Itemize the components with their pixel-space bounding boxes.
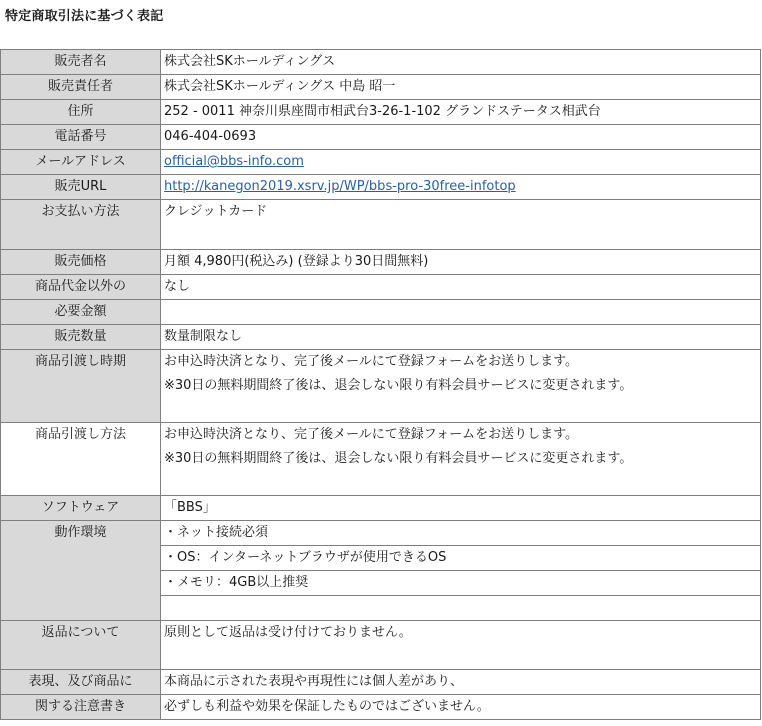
environment-label-blank	[1, 596, 161, 621]
row-delivery-method-2	[1, 447, 761, 471]
phone-label: 電話番号	[1, 125, 161, 150]
environment-line-3: ・メモリ：4GB以上推奨	[161, 571, 761, 596]
other-fees-label-1: 商品代金以外の	[1, 275, 161, 300]
row-environment-2	[1, 546, 761, 571]
row-url	[1, 175, 761, 200]
seller-value: 株式会社SKホールディングス	[161, 50, 761, 75]
price-value: 月額 4,980円(税込み) (登録より30日間無料)	[161, 250, 761, 275]
row-returns	[1, 621, 761, 646]
row-address	[1, 100, 761, 125]
row-delivery-time	[1, 350, 761, 375]
address-value: 252 - 0011 神奈川県座間市相武台3-26-1-102 グランドステータス相武台	[161, 100, 761, 125]
environment-label: 動作環境	[1, 521, 161, 546]
notes-label-2: 関する注意書き	[1, 695, 161, 720]
other-fees-value-empty	[161, 300, 761, 325]
delivery-method-line-1: お申込時決済となり、完了後メールにて登録フォームをお送りします。	[161, 423, 761, 448]
delivery-time-label: 商品引渡し時期	[1, 350, 161, 375]
row-other-fees	[1, 275, 761, 300]
delivery-method-label: 商品引渡し方法	[1, 423, 161, 448]
row-delivery-method-3	[1, 471, 761, 496]
delivery-method-label-blank	[1, 471, 161, 496]
email-link[interactable]: official@bbs-info.com	[164, 154, 304, 169]
returns-value: 原則として返品は受け付けておりません。	[161, 621, 761, 646]
row-seller	[1, 50, 761, 75]
returns-label: 返品について	[1, 621, 161, 646]
page-title: 特定商取引法に基づく表記	[5, 9, 164, 24]
software-value: 「BBS」	[161, 496, 761, 521]
seller-label: 販売者名	[1, 50, 161, 75]
notes-line-2: 必ずしも利益や効果を保証したものではございません。	[161, 695, 761, 720]
environment-label-empty-2	[1, 571, 161, 596]
row-notes	[1, 670, 761, 695]
other-fees-label-2: 必要金額	[1, 300, 161, 325]
returns-label-blank	[1, 645, 161, 670]
row-delivery-time-2	[1, 374, 761, 398]
address-label: 住所	[1, 100, 161, 125]
payment-value: クレジットカード	[161, 200, 761, 250]
returns-blank	[161, 645, 761, 670]
price-label: 販売価格	[1, 250, 161, 275]
row-quantity	[1, 325, 761, 350]
row-manager	[1, 75, 761, 100]
quantity-label: 販売数量	[1, 325, 161, 350]
row-environment	[1, 521, 761, 546]
url-label: 販売URL	[1, 175, 161, 200]
payment-label: お支払い方法	[1, 200, 161, 250]
manager-label: 販売責任者	[1, 75, 161, 100]
row-email	[1, 150, 761, 175]
row-returns-2	[1, 645, 761, 670]
delivery-time-line-1: お申込時決済となり、完了後メールにて登録フォームをお送りします。	[161, 350, 761, 375]
row-environment-3	[1, 571, 761, 596]
row-notes-2	[1, 695, 761, 720]
row-software	[1, 496, 761, 521]
row-delivery-time-3	[1, 398, 761, 423]
manager-value: 株式会社SKホールディングス 中島 昭一	[161, 75, 761, 100]
environment-line-2: ・OS：インターネットブラウザが使用できるOS	[161, 546, 761, 571]
software-label: ソフトウェア	[1, 496, 161, 521]
quantity-value: 数量制限なし	[161, 325, 761, 350]
sales-url-link[interactable]: http://kanegon2019.xsrv.jp/WP/bbs-pro-30free-infotop	[164, 179, 516, 194]
phone-value: 046-404-0693	[161, 125, 761, 150]
row-other-fees-2	[1, 300, 761, 325]
environment-blank	[161, 596, 761, 621]
email-label: メールアドレス	[1, 150, 161, 175]
row-price	[1, 250, 761, 275]
delivery-time-line-2: ※30日の無料期間終了後は、退会しない限り有料会員サービスに変更されます。	[161, 374, 761, 398]
legal-info-table	[0, 49, 761, 720]
row-environment-4	[1, 596, 761, 621]
environment-label-empty	[1, 546, 161, 571]
environment-line-1: ・ネット接続必須	[161, 521, 761, 546]
row-delivery-method	[1, 423, 761, 448]
row-phone	[1, 125, 761, 150]
delivery-time-label-blank	[1, 398, 161, 423]
notes-label-1: 表現、及び商品に	[1, 670, 161, 695]
row-payment	[1, 200, 761, 250]
delivery-method-blank	[161, 471, 761, 496]
other-fees-value: なし	[161, 275, 761, 300]
delivery-time-blank	[161, 398, 761, 423]
delivery-time-label-empty	[1, 374, 161, 398]
delivery-method-line-2: ※30日の無料期間終了後は、退会しない限り有料会員サービスに変更されます。	[161, 447, 761, 471]
notes-line-1: 本商品に示された表現や再現性には個人差があり、	[161, 670, 761, 695]
delivery-method-label-empty	[1, 447, 161, 471]
